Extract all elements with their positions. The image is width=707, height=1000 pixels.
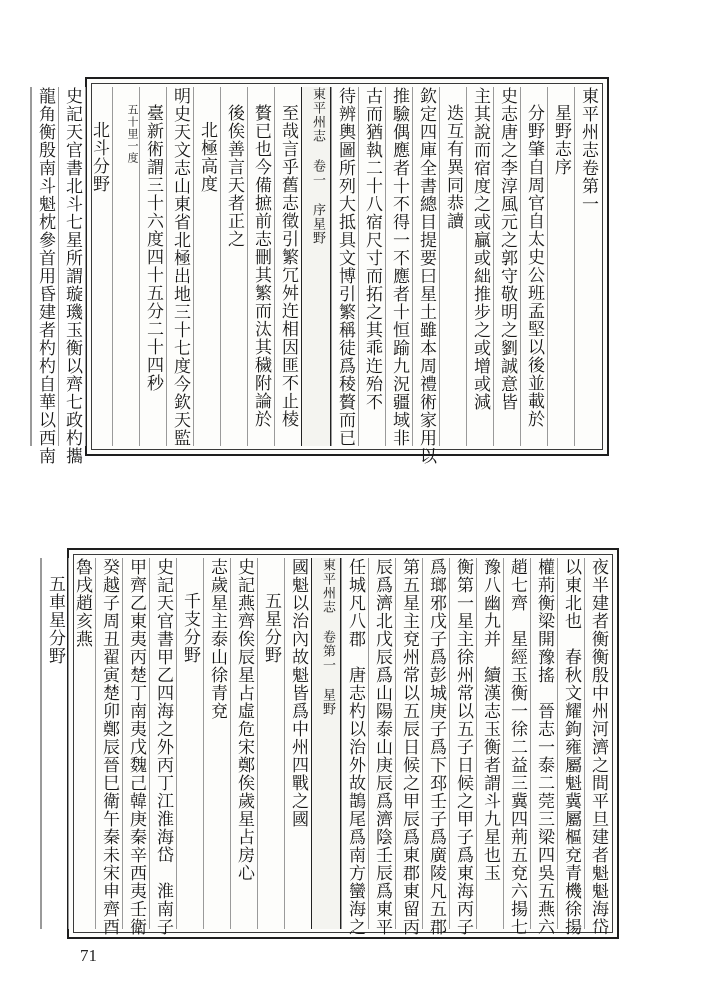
bottom-page-text-column: 第五星主兗州常以五辰日候之甲辰爲東郡東留丙 — [395, 558, 422, 929]
bottom-page-text-column: 五星分野 — [257, 558, 284, 929]
bottom-page-text-column: 史記天官書甲乙四海之外丙丁江淮海岱 淮南子 — [149, 558, 176, 929]
top-page-columns — [35, 87, 601, 465]
top-page-text-column: 後俟善言天者正之 — [220, 87, 247, 446]
bottom-page-text-column: 五車星分野 — [41, 558, 68, 929]
bottom-page-text-column: 豫八幽九并 續漢志玉衡者謂斗九星也玉 — [476, 558, 503, 929]
top-page-text-column: 史記天官書北斗七星所謂璇璣玉衡以齊七政杓攜 — [58, 87, 85, 446]
top-page-text-column: 史志唐之李淳風元之郭守敬明之劉誠意皆 — [493, 87, 520, 446]
top-page-text-column: 分野肇自周官自太史公班孟堅以後並載於 — [520, 87, 547, 446]
top-page-text-column: 主其說而宿度之或贏或絀推步之或增或減 — [466, 87, 493, 446]
bottom-page-text-column: 甲齊乙東夷丙楚丁南夷戊魏己韓庚秦辛西夷壬衛 — [122, 558, 149, 929]
top-page-text-column: 待辨輿圖所列大抵具文博引繁稱徒爲稜贅而已 — [331, 87, 358, 446]
top-page-text-column: 五十里一度 — [112, 87, 139, 446]
bottom-page-text-column: 魯戌趙亥燕 — [68, 558, 95, 929]
bottom-page-text-column: 辰爲濟北戊辰爲山陽泰山庚辰爲濟陰壬辰爲東平 — [368, 558, 395, 929]
top-page-text-column: 迭互有異同恭讀 — [439, 87, 466, 446]
top-page-center-margin: 東平州志 卷一 序星野 — [301, 87, 331, 446]
bottom-page-text-column: 任城凡八郡 唐志杓以治外故鵲尾爲南方蠻海之 — [341, 558, 368, 929]
bottom-page-text-column: 衡第一星主徐州常以五子日候之甲子爲東海丙子 — [449, 558, 476, 929]
top-page-text-column: 贅已也今備摭前志刪其繁而汰其穢附論於 — [247, 87, 274, 446]
bottom-page-text-column: 志歲星主泰山徐青兗 — [203, 558, 230, 929]
top-page-text-column: 欽定四庫全書總目提要曰星土雖本周禮術家用以 — [412, 87, 439, 446]
bottom-page-center-margin: 東平州志 卷第一 星野 — [311, 558, 341, 929]
bottom-page-text-column: 癸越子周丑翟寅楚卯鄭辰晉巳衛午秦未宋申齊酉 — [95, 558, 122, 929]
top-page-text-column: 至哉言乎舊志徵引繁冗舛迕相因匪不止棱 — [274, 87, 301, 446]
top-page-text-column: 臺新術謂三十六度四十五分二十四秒 — [139, 87, 166, 446]
bottom-page-text-column: 以東北也 春秋文耀鉤雍屬魁冀屬樞兗青機徐揚 — [557, 558, 584, 929]
page-number: 71 — [80, 946, 97, 965]
bottom-page-text-column: 夜半建者衡衡殷中州河濟之間平旦建者魁魁海岱 — [584, 558, 611, 929]
bottom-page-text-column: 國魁以治內故魁皆爲中州四戰之國 — [284, 558, 311, 929]
top-page-text-column: 明史天文志山東省北極出地三十七度今欽天監 — [166, 87, 193, 446]
top-page-text-column: 北極高度 — [193, 87, 220, 446]
top-page-text-column: 北斗分野 — [85, 87, 112, 446]
bottom-page-text-column: 趙七齊 星經玉衡一徐二益三冀四荊五兗六揚七 — [503, 558, 530, 929]
top-page-text-column: 推驗偶應者十不得一不應者十恒踰九況疆域非 — [385, 87, 412, 446]
top-page-text-column: 星野志序 — [547, 87, 574, 446]
bottom-page-text-column: 史記燕齊俟辰星占虛危宋鄭俟歲星占房心 — [230, 558, 257, 929]
top-page — [35, 77, 609, 465]
bottom-page-columns — [45, 558, 611, 936]
bottom-page — [45, 548, 619, 939]
bottom-page-text-column: 千支分野 — [176, 558, 203, 929]
top-page-text-column: 古而猶執二十八宿尺寸而拓之其乖迕殆不 — [358, 87, 385, 446]
top-page-text-column: 龍角衡殷南斗魁枕參首用昏建者杓杓自華以西南 — [31, 87, 58, 446]
top-page-text-column: 東平州志卷第一 — [574, 87, 601, 446]
bottom-page-text-column: 爲瑯邪戊子爲彭城庚子爲下邳壬子爲廣陵凡五郡 — [422, 558, 449, 929]
bottom-page-text-column: 權荊衡梁開豫搖 晉志一泰二莞三梁四吳五燕六 — [530, 558, 557, 929]
